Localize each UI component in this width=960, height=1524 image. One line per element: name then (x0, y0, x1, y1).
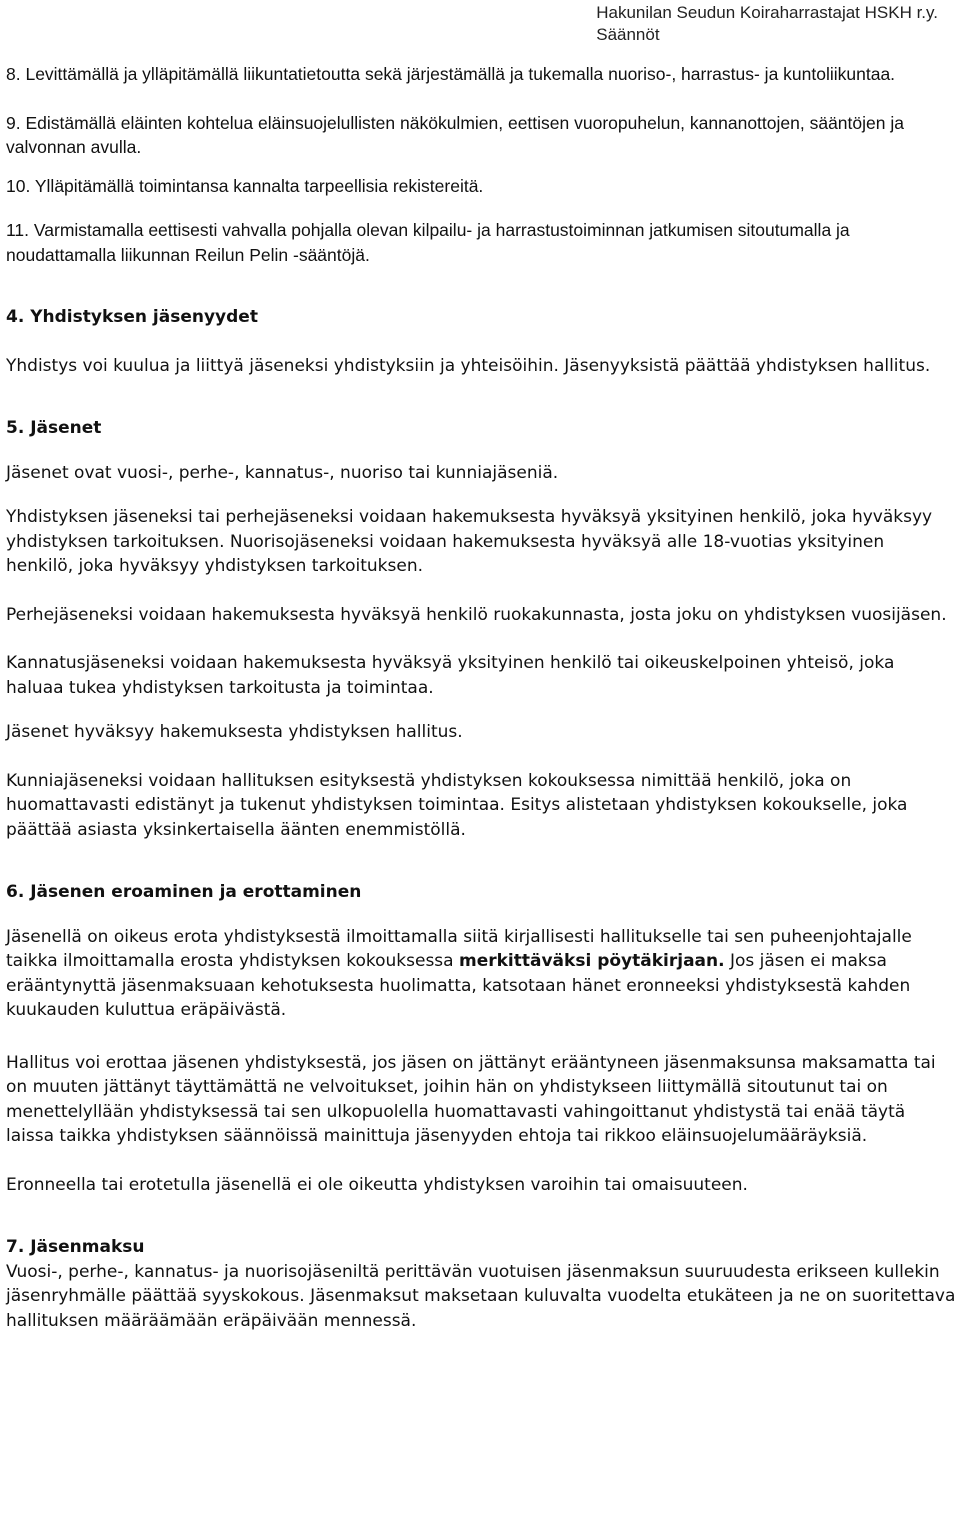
section-4-paragraph: Yhdistys voi kuulua ja liittyä jäseneksi yhdistyksiin ja yhteisöihin. Jäsenyyksistä päättää yhdistyksen hallitus. (6, 355, 931, 376)
section-4-heading: 4. Yhdistyksen jäsenyydet (6, 307, 258, 327)
purpose-9: 9. Edistämällä eläinten kohtelua eläinsuojelullisten näkökulmien, eettisen vuoropuhelun, kannanottojen, sääntöjen ja valvonnan avulla. (6, 112, 904, 157)
header-org: Hakunilan Seudun Koiraharrastajat HSKH r.y. (596, 3, 938, 22)
section-7-paragraph: Vuosi-, perhe-, kannatus- ja nuorisojäseniltä perittävän vuotuisen jäsenmaksun suuruudesta erikseen kullekin jäsenryhmälle päättää syyskokous. Jäsenmaksut maksetaan kuluvalta vuodelta etukäteen ja ne on suoritettava hallituksen määräämään eräpäivään mennessä. (6, 1261, 956, 1331)
section-5-paragraph-2: Yhdistyksen jäseneksi tai perhejäseneksi voidaan hakemuksesta hyväksyä yksityinen henkilö, joka hyväksyy yhdistyksen tarkoituksen. Nuorisojäseneksi voidaan hakemuksesta hyväksyä alle 18-vuotias yksityinen henkilö, joka hyväksyy yhdistyksen tarkoituksen. (6, 507, 933, 576)
section-5-paragraph-6: Kunniajäseneksi voidaan hallituksen esityksestä yhdistyksen kokouksessa nimittää henkilö, joka on huomattavasti edistänyt ja tukenut yhdistyksen toimintaa. Esitys alistetaan yhdistyksen kokoukselle, joka päättää asiasta yksinkertaisella äänten enemmistöllä. (6, 770, 908, 840)
section-6-p1-bold: merkittäväksi pöytäkirjaan. (458, 951, 725, 971)
section-5-paragraph-1: Jäsenet ovat vuosi-, perhe-, kannatus-, nuoriso tai kunniajäseniä. (6, 462, 559, 483)
purpose-8: 8. Levittämällä ja ylläpitämällä liikuntatietoutta sekä järjestämällä ja tukemalla nuoriso-, harrastus- ja kuntoliikuntaa. (6, 64, 896, 84)
section-6-heading: 6. Jäsenen eroaminen ja erottaminen (6, 882, 362, 902)
section-6-p1-end: Jos jäsen ei maksa erääntynyttä jäsenmaksuaan kehotuksesta huolimatta, katsotaan hänet eronneeksi yhdistyksestä kahden kuukauden kuluttua eräpäivästä. (6, 951, 911, 1020)
page-header (596, 2, 938, 46)
section-7-heading: 7. Jäsenmaksu (6, 1237, 145, 1257)
section-5-paragraph-4: Kannatusjäseneksi voidaan hakemuksesta hyväksyä yksityinen henkilö tai oikeuskelpoinen yhteisö, joka haluaa tukea yhdistyksen tarkoitusta ja toimintaa. (6, 653, 895, 698)
section-5-paragraph-3: Perhejäseneksi voidaan hakemuksesta hyväksyä henkilö ruokakunnasta, josta joku on yhdistyksen vuosijäsen. (6, 604, 947, 625)
section-6-paragraph-2: Hallitus voi erottaa jäsenen yhdistyksestä, jos jäsen on jättänyt erääntyneen jäsenmaksunsa maksamatta tai on muuten jättänyt täyttämättä ne velvoitukset, joihin hän on yhdistykseen liittymällä sitoutunut tai on menettelyllään yhdistyksessä tai sen ulkopuolella huomattavasti vahingoittanut yhdistystä tai enää täytä laissa taikka yhdistyksen säännöissä mainittuja jäsenyyden ehtoja tai rikkoo eläinsuojelumääräyksiä. (6, 1052, 936, 1146)
section-5-heading: 5. Jäsenet (6, 418, 102, 438)
section-6-paragraph-1 (6, 925, 956, 1023)
document-body (6, 62, 956, 1333)
section-6-p1-start: Jäsenellä on oikeus erota yhdistyksestä ilmoittamalla siitä kirjallisesti hallitukselle tai sen puheenjohtajalle taikka ilmoittamalla erosta yhdistyksen kokouksessa (6, 926, 912, 971)
section-5-paragraph-5: Jäsenet hyväksyy hakemuksesta yhdistyksen hallitus. (6, 722, 463, 742)
section-6-paragraph-3: Eronneella tai erotetulla jäsenellä ei ole oikeutta yhdistyksen varoihin tai omaisuuteen. (6, 1174, 748, 1195)
header-doc-title: Säännöt (596, 25, 660, 44)
purpose-11: 11. Varmistamalla eettisesti vahvalla pohjalla olevan kilpailu- ja harrastustoiminnan jatkumisen sitoutumalla ja noudattamalla liikunnan Reilun Pelin -sääntöjä. (6, 220, 850, 265)
purpose-10: 10. Ylläpitämällä toimintansa kannalta tarpeellisia rekistereitä. (6, 175, 484, 196)
